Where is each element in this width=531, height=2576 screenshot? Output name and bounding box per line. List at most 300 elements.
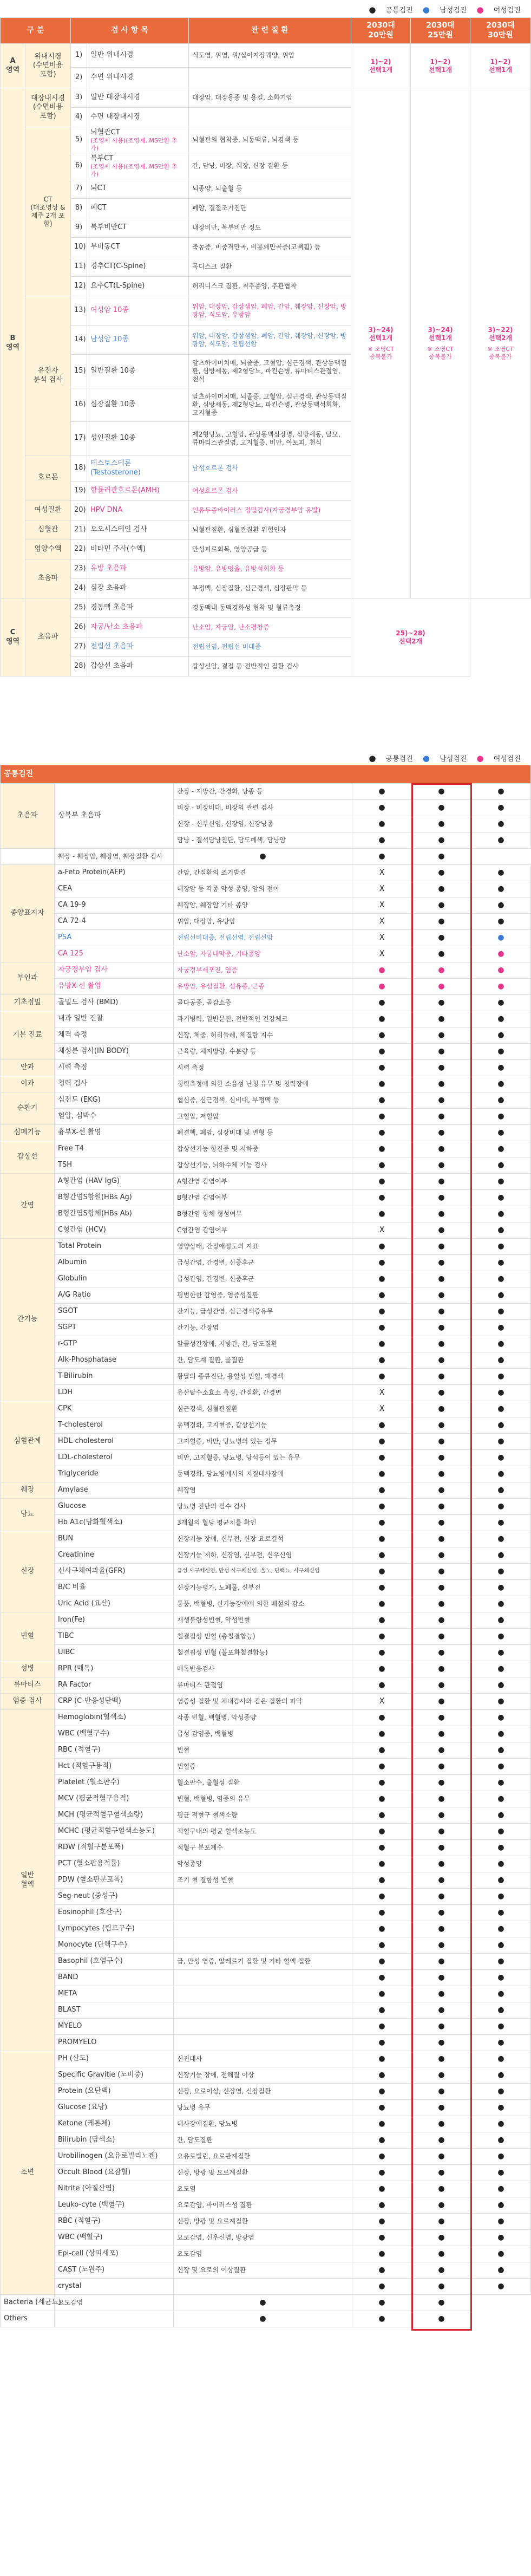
- category-label: 류마티스: [1, 1677, 55, 1694]
- plan-3-mark: ●: [471, 930, 531, 946]
- table-row: [1, 849, 531, 865]
- table-row: [1, 1824, 531, 1840]
- plan-1-mark: ●: [352, 1109, 412, 1125]
- plan-2-mark: ●: [412, 946, 471, 962]
- table-row: [1, 1434, 531, 1450]
- plan-1-mark: ●: [352, 1466, 412, 1482]
- related-disease: 3개월의 혈당 평균치를 확인: [174, 1515, 352, 1531]
- plan-3-mark: ●: [471, 1125, 531, 1141]
- selection-b2: 3)~24) 선택1개: [428, 326, 453, 342]
- item-name: CEA: [55, 881, 174, 897]
- plan-3-mark: ●: [412, 2311, 471, 2327]
- item-name: BAND: [55, 1970, 174, 1986]
- table-row: [1, 1222, 531, 1239]
- plan-1-mark: ●: [352, 1580, 412, 1596]
- related-disease: [174, 1986, 352, 2002]
- plan-1-mark: ●: [352, 1157, 412, 1174]
- plan-3-mark: ●: [412, 2295, 471, 2311]
- plan-2-mark: ●: [412, 1385, 471, 1401]
- plan-1-mark: ●: [352, 1596, 412, 1612]
- plan-3-mark: ●: [471, 2002, 531, 2019]
- plan-2-mark: ●: [412, 2279, 471, 2295]
- item-name: Urobilinogen (요유로빌리노겐): [55, 2149, 174, 2165]
- related-disease: 평균 적혈구 혈색소량: [174, 1807, 352, 1824]
- related-disease: 요도감염: [174, 2246, 352, 2262]
- item-name: 요추CT(L-Spine): [90, 282, 145, 290]
- related-disease: 유방암, 유방멍울, 유방석회화 등: [189, 560, 351, 579]
- item-name: 비타민 주사(수액): [90, 545, 146, 554]
- related-disease: B형간염 감염여부: [174, 1190, 352, 1206]
- plan-2-mark: ●: [412, 1547, 471, 1564]
- plan-3-mark: ●: [471, 1190, 531, 1206]
- legend-bottom: ● 공통검진 ● 남성검진 ● 여성검진: [369, 753, 521, 763]
- related-disease: 요로감염, 바이러스성 질환: [174, 2197, 352, 2214]
- ct-note: ※ 조영CT 중복불가: [368, 345, 394, 360]
- plan-3-mark: ●: [471, 2035, 531, 2051]
- plan-3-mark: ●: [471, 1499, 531, 1515]
- plan-3-mark: ●: [471, 865, 531, 881]
- plan-3-mark: ●: [471, 2084, 531, 2100]
- category-label: 일반 혈액: [1, 1710, 55, 2051]
- plan-3-mark: ●: [471, 1255, 531, 1271]
- item-number: 22): [71, 540, 87, 560]
- plan-2-mark: ●: [412, 1401, 471, 1417]
- table-row: [1, 1450, 531, 1466]
- table-row: [1, 2116, 531, 2132]
- plan-3-mark: ●: [471, 1076, 531, 1092]
- plan-1-mark: ●: [352, 1645, 412, 1661]
- plan-3-mark: ●: [471, 946, 531, 962]
- table-row: [1, 1986, 531, 2002]
- plan-1-mark: ●: [352, 1287, 412, 1304]
- table-row: [1, 2279, 531, 2295]
- plan-3-mark: ●: [471, 1872, 531, 1889]
- related-disease: 적혈구내의 평균 혈색소농도: [174, 1824, 352, 1840]
- plan-2-mark: ●: [412, 1629, 471, 1645]
- legend-male: 남성검진: [440, 755, 467, 763]
- plan-2-mark: ●: [412, 1320, 471, 1336]
- plan-2-mark: ●: [412, 1726, 471, 1742]
- category-label: 빈혈: [1, 1612, 55, 1661]
- plan-2-mark: ●: [412, 2246, 471, 2262]
- table-row: [1, 1580, 531, 1596]
- item-number: 23): [71, 560, 87, 579]
- plan-2-mark: ●: [412, 1661, 471, 1677]
- plan-1-mark: X: [352, 881, 412, 897]
- plan-3-mark: ●: [471, 1661, 531, 1677]
- plan-1-mark: ●: [352, 1807, 412, 1824]
- item-name: CA 125: [55, 946, 174, 962]
- table-row: [1, 2002, 531, 2019]
- related-disease: 인유두종바이러스 정밀검사(자궁경부암 유발): [189, 501, 351, 521]
- item-name: 오오시스테인 검사: [90, 525, 147, 534]
- table-row: [1, 2214, 531, 2230]
- related-disease: 유방암, 유섬질환, 섬유종, 근종: [174, 979, 352, 995]
- plan-3-mark: ●: [471, 1011, 531, 1027]
- item-name: 심장 초음파: [90, 584, 127, 593]
- plan-1-mark: ●: [352, 1970, 412, 1986]
- item-name: 자궁경부암 검사: [55, 962, 174, 979]
- table-row: [1, 1076, 531, 1092]
- plan-2-mark: ●: [412, 1482, 471, 1499]
- plan-3-mark: ●: [471, 897, 531, 914]
- plan-1-mark: ●: [352, 1531, 412, 1547]
- item-number: 11): [71, 257, 87, 277]
- plan-2-mark: ●: [412, 784, 471, 800]
- plan-3-mark: ●: [471, 1547, 531, 1564]
- group-g9: 초음파: [25, 560, 71, 599]
- plan-3-mark: ●: [471, 1775, 531, 1791]
- plan-1-mark: ●: [352, 2246, 412, 2262]
- category-label: 기본 진료: [1, 1011, 55, 1060]
- plan-2-mark: ●: [412, 1352, 471, 1369]
- related-disease: 골다공증, 골감소증: [174, 995, 352, 1011]
- item-name: 유방X-선 촬영: [55, 979, 174, 995]
- plan-2-mark: ●: [412, 1369, 471, 1385]
- table-row: [1, 1044, 531, 1060]
- plan-2-mark: ●: [412, 1986, 471, 2002]
- plan-1-mark: ●: [352, 1547, 412, 1564]
- plan-3-mark: ●: [471, 1401, 531, 1417]
- plan-1-mark: ●: [352, 1872, 412, 1889]
- item-name: WBC (백혈구): [55, 2230, 174, 2246]
- item-name: Iron(Fe): [55, 1612, 174, 1629]
- plan-3-mark: ●: [471, 1239, 531, 1255]
- related-disease: 청력측정에 의한 소음성 난청 유무 및 청력장애: [174, 1076, 352, 1092]
- item-name: 자궁/난소 초음파: [90, 623, 143, 632]
- item-name: 혈압, 심박수: [55, 1109, 174, 1125]
- table-row: [1, 1645, 531, 1661]
- plan-1-mark: ●: [352, 1921, 412, 1937]
- item-name: Epi-cell (상피세포): [55, 2246, 174, 2262]
- table-row: [1, 1661, 531, 1677]
- item-name: Free T4: [55, 1141, 174, 1157]
- related-disease: 철결핍성 빈혈 (총철결합능): [174, 1629, 352, 1645]
- plan-3-mark: ●: [471, 1174, 531, 1190]
- related-disease: 제2형당뇨, 고혈압, 관상동맥심장병, 심방세동, 탈모, 류마티스관절염, 고지혈증, 비만, 아토피, 천식: [189, 422, 351, 456]
- plan-3-mark: ●: [471, 2246, 531, 2262]
- item-name: 폐CT: [90, 204, 107, 212]
- col-plan-30: 2030대 30만원: [470, 18, 531, 44]
- related-disease: 알콜성간장애, 지방간, 간, 담도질환: [174, 1336, 352, 1352]
- table-row: [1, 1304, 531, 1320]
- table-row: [1, 1564, 531, 1580]
- related-disease: 급, 만성 염증, 알레르기 질환 및 기타 혈액 질환: [174, 1954, 352, 1970]
- plan-1-mark: ●: [352, 1369, 412, 1385]
- plan-3-mark: ●: [471, 1157, 531, 1174]
- related-disease: [174, 1905, 352, 1921]
- plan-2-mark: ●: [412, 1515, 471, 1531]
- plan-2-mark: ●: [412, 1856, 471, 1872]
- table-row: [1, 1369, 531, 1385]
- plan-3-mark: ●: [471, 1677, 531, 1694]
- plan-2-mark: ●: [412, 1921, 471, 1937]
- plan-2-mark: ●: [412, 2035, 471, 2051]
- plan-3-mark: ●: [471, 1141, 531, 1157]
- plan-3-mark: ●: [471, 1352, 531, 1369]
- group-g4: 유전자 분석 검사: [25, 296, 71, 456]
- item-name: Ketone (케톤체): [55, 2116, 174, 2132]
- table-row: [1, 1775, 531, 1791]
- plan-1-mark: ●: [352, 2132, 412, 2149]
- table-row: [1, 1401, 531, 1417]
- plan-2-mark: ●: [412, 2002, 471, 2019]
- plan-2-mark: ●: [412, 1092, 471, 1109]
- related-disease: 협심증, 심근경색, 심비대, 부정맥 등: [174, 1092, 352, 1109]
- table-row: [1, 1060, 531, 1076]
- plan-2-mark: ●: [412, 1905, 471, 1921]
- related-disease: 뇌혈관질환, 심혈관질환 위험인자: [189, 521, 351, 540]
- related-disease: 남성호르몬 검사: [189, 456, 351, 482]
- related-disease: 당뇨병 유무: [174, 2100, 352, 2116]
- plan-3-mark: ●: [471, 1027, 531, 1044]
- related-disease: 비만, 고지혈증, 당뇨병, 당석등이 있는 유무: [174, 1450, 352, 1466]
- category-label: 당뇨: [1, 1499, 55, 1531]
- plan-1-mark: ●: [352, 2116, 412, 2132]
- group-g8: 영양수액: [25, 540, 71, 560]
- plan-2-mark: ●: [412, 2132, 471, 2149]
- related-disease: [174, 1889, 352, 1905]
- item-name: Triglyceride: [55, 1466, 174, 1482]
- category-label: 간염: [1, 1174, 55, 1239]
- common-header: 공통검진: [1, 765, 531, 784]
- related-disease: 알츠하이머치매, 뇌졸중, 고혈압, 심근경색, 관상동맥질환, 심방세동, 제2형당뇨, 파킨슨병, 관상동맥석회화, 고지혈증: [189, 388, 351, 422]
- item-name: MCV (평균적혈구용적): [55, 1791, 174, 1807]
- item-number: 13): [71, 296, 87, 326]
- item-note: (조영제 사용)(조영제, MS만환 추가): [90, 162, 178, 178]
- related-disease: 폐결핵, 폐암, 심장비대 및 변형 등: [174, 1125, 352, 1141]
- plan-1-mark: ●: [352, 1304, 412, 1320]
- item-name: 상복부 초음파: [55, 784, 174, 849]
- group-g6: 여성질환: [25, 501, 71, 521]
- category-label: 이과: [1, 1076, 55, 1092]
- plan-2-mark: ●: [412, 2165, 471, 2181]
- category-label: 간기능: [1, 1239, 55, 1401]
- plan-2-mark: ●: [412, 1174, 471, 1190]
- table-row: [1, 962, 531, 979]
- plan-3-mark: ●: [471, 1710, 531, 1726]
- related-disease: 간기능, 급성간염, 심근경색증유무: [174, 1304, 352, 1320]
- item-subname: (Testosterone): [90, 468, 141, 477]
- plan-1-mark: X: [352, 1222, 412, 1239]
- table-row: [1, 1547, 531, 1564]
- item-name: TSH: [55, 1157, 174, 1174]
- table-row: [1, 2197, 531, 2214]
- plan-1-mark: ●: [352, 1905, 412, 1921]
- table-row: [1, 979, 531, 995]
- item-name: A형간염 (HAV IgG): [55, 1174, 174, 1190]
- related-disease: A형간염 감염여부: [174, 1174, 352, 1190]
- table-row: [1, 2067, 531, 2084]
- plan-2-mark: ●: [412, 1596, 471, 1612]
- plan-2-mark: ●: [412, 2116, 471, 2132]
- plan-1-mark: ●: [352, 2149, 412, 2165]
- plan-2-mark: ●: [412, 1141, 471, 1157]
- item-name: TIBC: [55, 1629, 174, 1645]
- table-row: [1, 995, 531, 1011]
- item-name: 뇌CT: [90, 184, 107, 193]
- table-row: [1, 1840, 531, 1856]
- item-number: 15): [71, 355, 87, 388]
- plan-1-mark: ●: [352, 1206, 412, 1222]
- related-disease: 목디스크 질환: [189, 257, 351, 277]
- plan-2-mark: ●: [412, 1710, 471, 1726]
- related-disease: 난소암, 자궁암, 난소평창증: [189, 618, 351, 638]
- related-disease: 전립선염, 전립선 비대증: [189, 638, 351, 657]
- related-disease: [174, 1970, 352, 1986]
- plan-3-mark: ●: [471, 1807, 531, 1824]
- common-table: [0, 765, 531, 2327]
- table-row: [1, 1515, 531, 1531]
- related-disease: [189, 108, 351, 127]
- plan-3-mark: ●: [471, 2279, 531, 2295]
- item-name: HDL-cholesterol: [55, 1434, 174, 1450]
- item-name: Albumin: [55, 1255, 174, 1271]
- table-row: [1, 2084, 531, 2100]
- related-disease: C형간염 감염여부: [174, 1222, 352, 1239]
- related-disease: 근육량, 체지방량, 수분량 등: [174, 1044, 352, 1060]
- plan-1-mark: ●: [352, 2100, 412, 2116]
- related-disease: 급성간염, 간경변, 신증후군: [174, 1255, 352, 1271]
- legend-common: 공통검진: [385, 755, 413, 763]
- plan-1-mark: ●: [352, 1986, 412, 2002]
- category-label: 신장: [1, 1531, 55, 1612]
- plan-1-mark: ●: [352, 979, 412, 995]
- table-row: [1, 44, 531, 68]
- plan-1-mark: ●: [352, 1629, 412, 1645]
- plan-3-mark: ●: [471, 1564, 531, 1580]
- plan-1-mark: ●: [352, 800, 412, 816]
- related-disease: 신장기능 장애, 신부전, 신장 요로결석: [174, 1531, 352, 1547]
- selection-c1: 25)~28) 선택2개: [351, 599, 470, 676]
- item-name: 심장질환 10종: [90, 400, 136, 409]
- plan-2-mark: ●: [412, 1612, 471, 1629]
- item-name: SGOT: [55, 1304, 174, 1320]
- category-label: 순환기: [1, 1092, 55, 1125]
- item-name: 성인질환 10종: [90, 434, 136, 443]
- related-disease: 간암, 간질환의 조기발견: [174, 865, 352, 881]
- plan-2-mark: ●: [412, 2149, 471, 2165]
- plan-1-mark: ●: [352, 1677, 412, 1694]
- item-name: Monocyte (단핵구수): [55, 1937, 174, 1954]
- plan-3-mark: ●: [471, 1937, 531, 1954]
- related-disease: 경동맥내 동맥경화성 협착 및 혈류측정: [189, 599, 351, 618]
- item-name: Protein (요단백): [55, 2084, 174, 2100]
- item-number: 5): [71, 127, 87, 153]
- item-name: T-Bilirubin: [55, 1369, 174, 1385]
- item-name: 심전도 (EKG): [55, 1092, 174, 1109]
- related-disease: 류마티스 관절염: [174, 1677, 352, 1694]
- plan-2-mark: ●: [412, 2197, 471, 2214]
- item-number: 24): [71, 579, 87, 599]
- plan-2-mark: ●: [412, 1271, 471, 1287]
- plan-2-mark: ●: [412, 1791, 471, 1807]
- related-disease: 고혈압, 저혈압: [174, 1109, 352, 1125]
- plan-3-mark: ●: [471, 1612, 531, 1629]
- plan-2-mark: ●: [412, 1872, 471, 1889]
- item-name: Glucose (요당): [55, 2100, 174, 2116]
- item-name: r-GTP: [55, 1336, 174, 1352]
- item-name: MCHC (평균적혈구혈색소농도): [55, 1824, 174, 1840]
- table-row: [1, 1694, 531, 1710]
- related-disease: 각종 빈혈, 백혈병, 악성종양: [174, 1710, 352, 1726]
- plan-3-mark: ●: [471, 979, 531, 995]
- item-name: 일반질환 10종: [90, 367, 136, 375]
- item-name: Others: [1, 2311, 55, 2327]
- plan-3-mark: ●: [471, 881, 531, 897]
- plan-3-mark: ●: [471, 800, 531, 816]
- plan-2-mark: ●: [412, 1840, 471, 1856]
- item-name: PH (산도): [55, 2051, 174, 2067]
- section-b: B 영역: [1, 88, 25, 599]
- plan-1-mark: ●: [352, 1255, 412, 1271]
- related-disease: 과거병력, 일반문진, 전반적인 건강체크: [174, 1011, 352, 1027]
- group-g5: 호르몬: [25, 456, 71, 501]
- item-name: CPK: [55, 1401, 174, 1417]
- item-name: 갑상선 초음파: [90, 662, 134, 671]
- plan-3-mark: ●: [471, 2116, 531, 2132]
- plan-1-mark: ●: [352, 832, 412, 849]
- related-disease: 축농증, 비중격만곡, 비용꽤만곡증(코뼈휨) 등: [189, 238, 351, 257]
- plan-3-mark: ●: [471, 1109, 531, 1125]
- legend-top: ● 공통검진 ● 남성검진 ● 여성검진: [369, 5, 521, 15]
- related-disease: 부정맥, 심장질환, 심근경색, 심장판막 등: [189, 579, 351, 599]
- plan-3-mark: ●: [471, 1385, 531, 1401]
- table-row: [1, 1872, 531, 1889]
- related-disease: 자궁경부세포진, 염증: [174, 962, 352, 979]
- item-name: 남성암 10종: [90, 335, 129, 344]
- item-number: 6): [71, 153, 87, 179]
- related-disease: 신장, 체중, 허리둘레, 체질량 지수: [174, 1027, 352, 1044]
- plan-2-mark: ●: [412, 962, 471, 979]
- plan-3-mark: ●: [471, 1434, 531, 1450]
- plan-2-mark: ●: [412, 1011, 471, 1027]
- plan-3-mark: ●: [471, 1726, 531, 1742]
- item-name: 여성암 10종: [90, 306, 129, 315]
- plan-1-mark: ●: [352, 1759, 412, 1775]
- item-number: 17): [71, 422, 87, 456]
- plan-1-mark: ●: [352, 1027, 412, 1044]
- item-number: 18): [71, 456, 87, 482]
- table-row: [1, 2311, 531, 2327]
- item-name: T-cholesterol: [55, 1417, 174, 1434]
- plan-3-mark: ●: [471, 1336, 531, 1352]
- item-name: 내과 일반 진찰: [55, 1011, 174, 1027]
- table-row: [1, 1255, 531, 1271]
- item-name: UIBC: [55, 1645, 174, 1661]
- plan-1-mark: ●: [352, 1271, 412, 1287]
- plan-2-mark: ●: [412, 1125, 471, 1141]
- item-number: 1): [71, 44, 87, 68]
- related-disease: 요도감염: [55, 2295, 174, 2311]
- plan-3-mark: ●: [471, 1417, 531, 1434]
- plan-1-mark: ●: [352, 2035, 412, 2051]
- plan-3-mark: ●: [471, 1970, 531, 1986]
- table-row: [1, 1742, 531, 1759]
- plan-2-mark: ●: [412, 832, 471, 849]
- table-row: [1, 2019, 531, 2035]
- table-row: [1, 2132, 531, 2149]
- plan-2-mark: ●: [412, 1970, 471, 1986]
- related-disease: 신장 - 신부신염, 신장염, 신장낭종: [174, 816, 352, 832]
- category-label: 종양표지자: [1, 865, 55, 962]
- related-disease: 간, 담도질환: [174, 2132, 352, 2149]
- legend-female: 여성검진: [493, 755, 521, 763]
- table-row: [1, 1921, 531, 1937]
- item-name: 체격 측정: [55, 1027, 174, 1044]
- selection-b3: 3)~22) 선택2개: [488, 326, 513, 342]
- plan-2-mark: ●: [412, 2181, 471, 2197]
